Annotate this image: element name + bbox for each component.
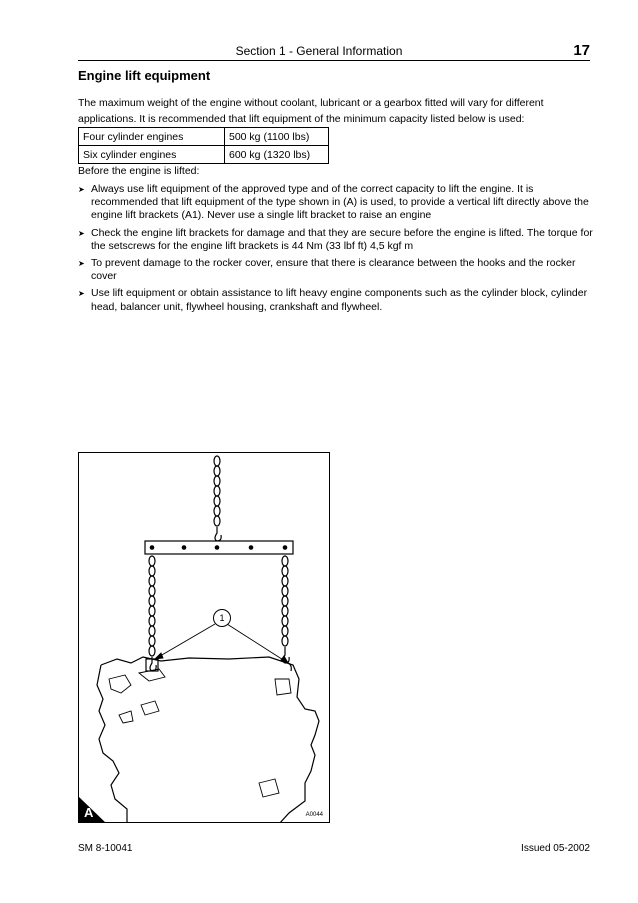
engine-lift-figure [78,452,330,823]
arrow-bullet-icon: ➤ [78,228,85,238]
footer-issue-date: Issued 05-2002 [521,843,590,854]
table-cell: Six cylinder engines [79,146,225,164]
right-chain [282,556,291,671]
engine-detail [109,669,291,797]
lifting-beam [145,541,293,554]
intro-paragraph: The maximum weight of the engine without coolant, lubricant or a gearbox fitted will vary for different applications. It is recommended that lift equipment of the minimum capacity listed below is used: [78,97,544,125]
table-row [79,128,329,146]
footer-document-number: SM 8-10041 [78,843,133,854]
main-chain [214,456,221,541]
before-lift-text: Before the engine is lifted: [78,165,200,177]
list-item [78,227,598,253]
header-rule [78,60,590,61]
capacity-table [78,127,329,164]
arrow-bullet-icon: ➤ [78,289,85,299]
left-chain [146,556,158,671]
figure-code: A0044 [305,812,323,818]
figure-label: A [84,805,94,820]
list-item [78,257,598,283]
table-cell: 600 kg (1320 lbs) [225,146,329,164]
page-number: 17 [573,42,590,59]
engine-outline [97,657,319,823]
table-cell: 500 kg (1100 lbs) [225,128,329,146]
list-item-text: To prevent damage to the rocker cover, ensure that there is clearance between the hooks and the rocker cover [91,257,576,283]
arrow-bullet-icon: ➤ [78,185,85,194]
list-item-text: Check the engine lift brackets for damage and that they are secure before the engine is lifted. The torque for the setscrews for the engine lift brackets is 44 Nm (33 lbf ft) 4,5 kgf m [91,226,593,252]
list-item-text: Use lift equipment or obtain assistance to lift heavy engine components such as the cylinder block, cylinder head, balancer unit, flywheel housing, crankshaft and flywheel. [91,287,588,313]
bullet-list [78,183,598,318]
arrow-bullet-icon: ➤ [78,259,85,269]
table-cell: Four cylinder engines [79,128,225,146]
list-item [78,183,598,223]
section-title: Section 1 - General Information [235,44,403,58]
table-row [79,146,329,164]
figure-callout: 1 [213,609,231,627]
page-heading: Engine lift equipment [78,68,211,83]
list-item-text: Always use lift equipment of the approved type and of the correct capacity to lift the engine. It is recommended that lift equipment of the type shown in (A) is used, to provide a vertical lift directly above the engine lift brackets (A1). Never use a single lift bracket to raise an engine [91,183,589,222]
engine-lift-illustration [79,453,330,823]
list-item [78,287,598,313]
